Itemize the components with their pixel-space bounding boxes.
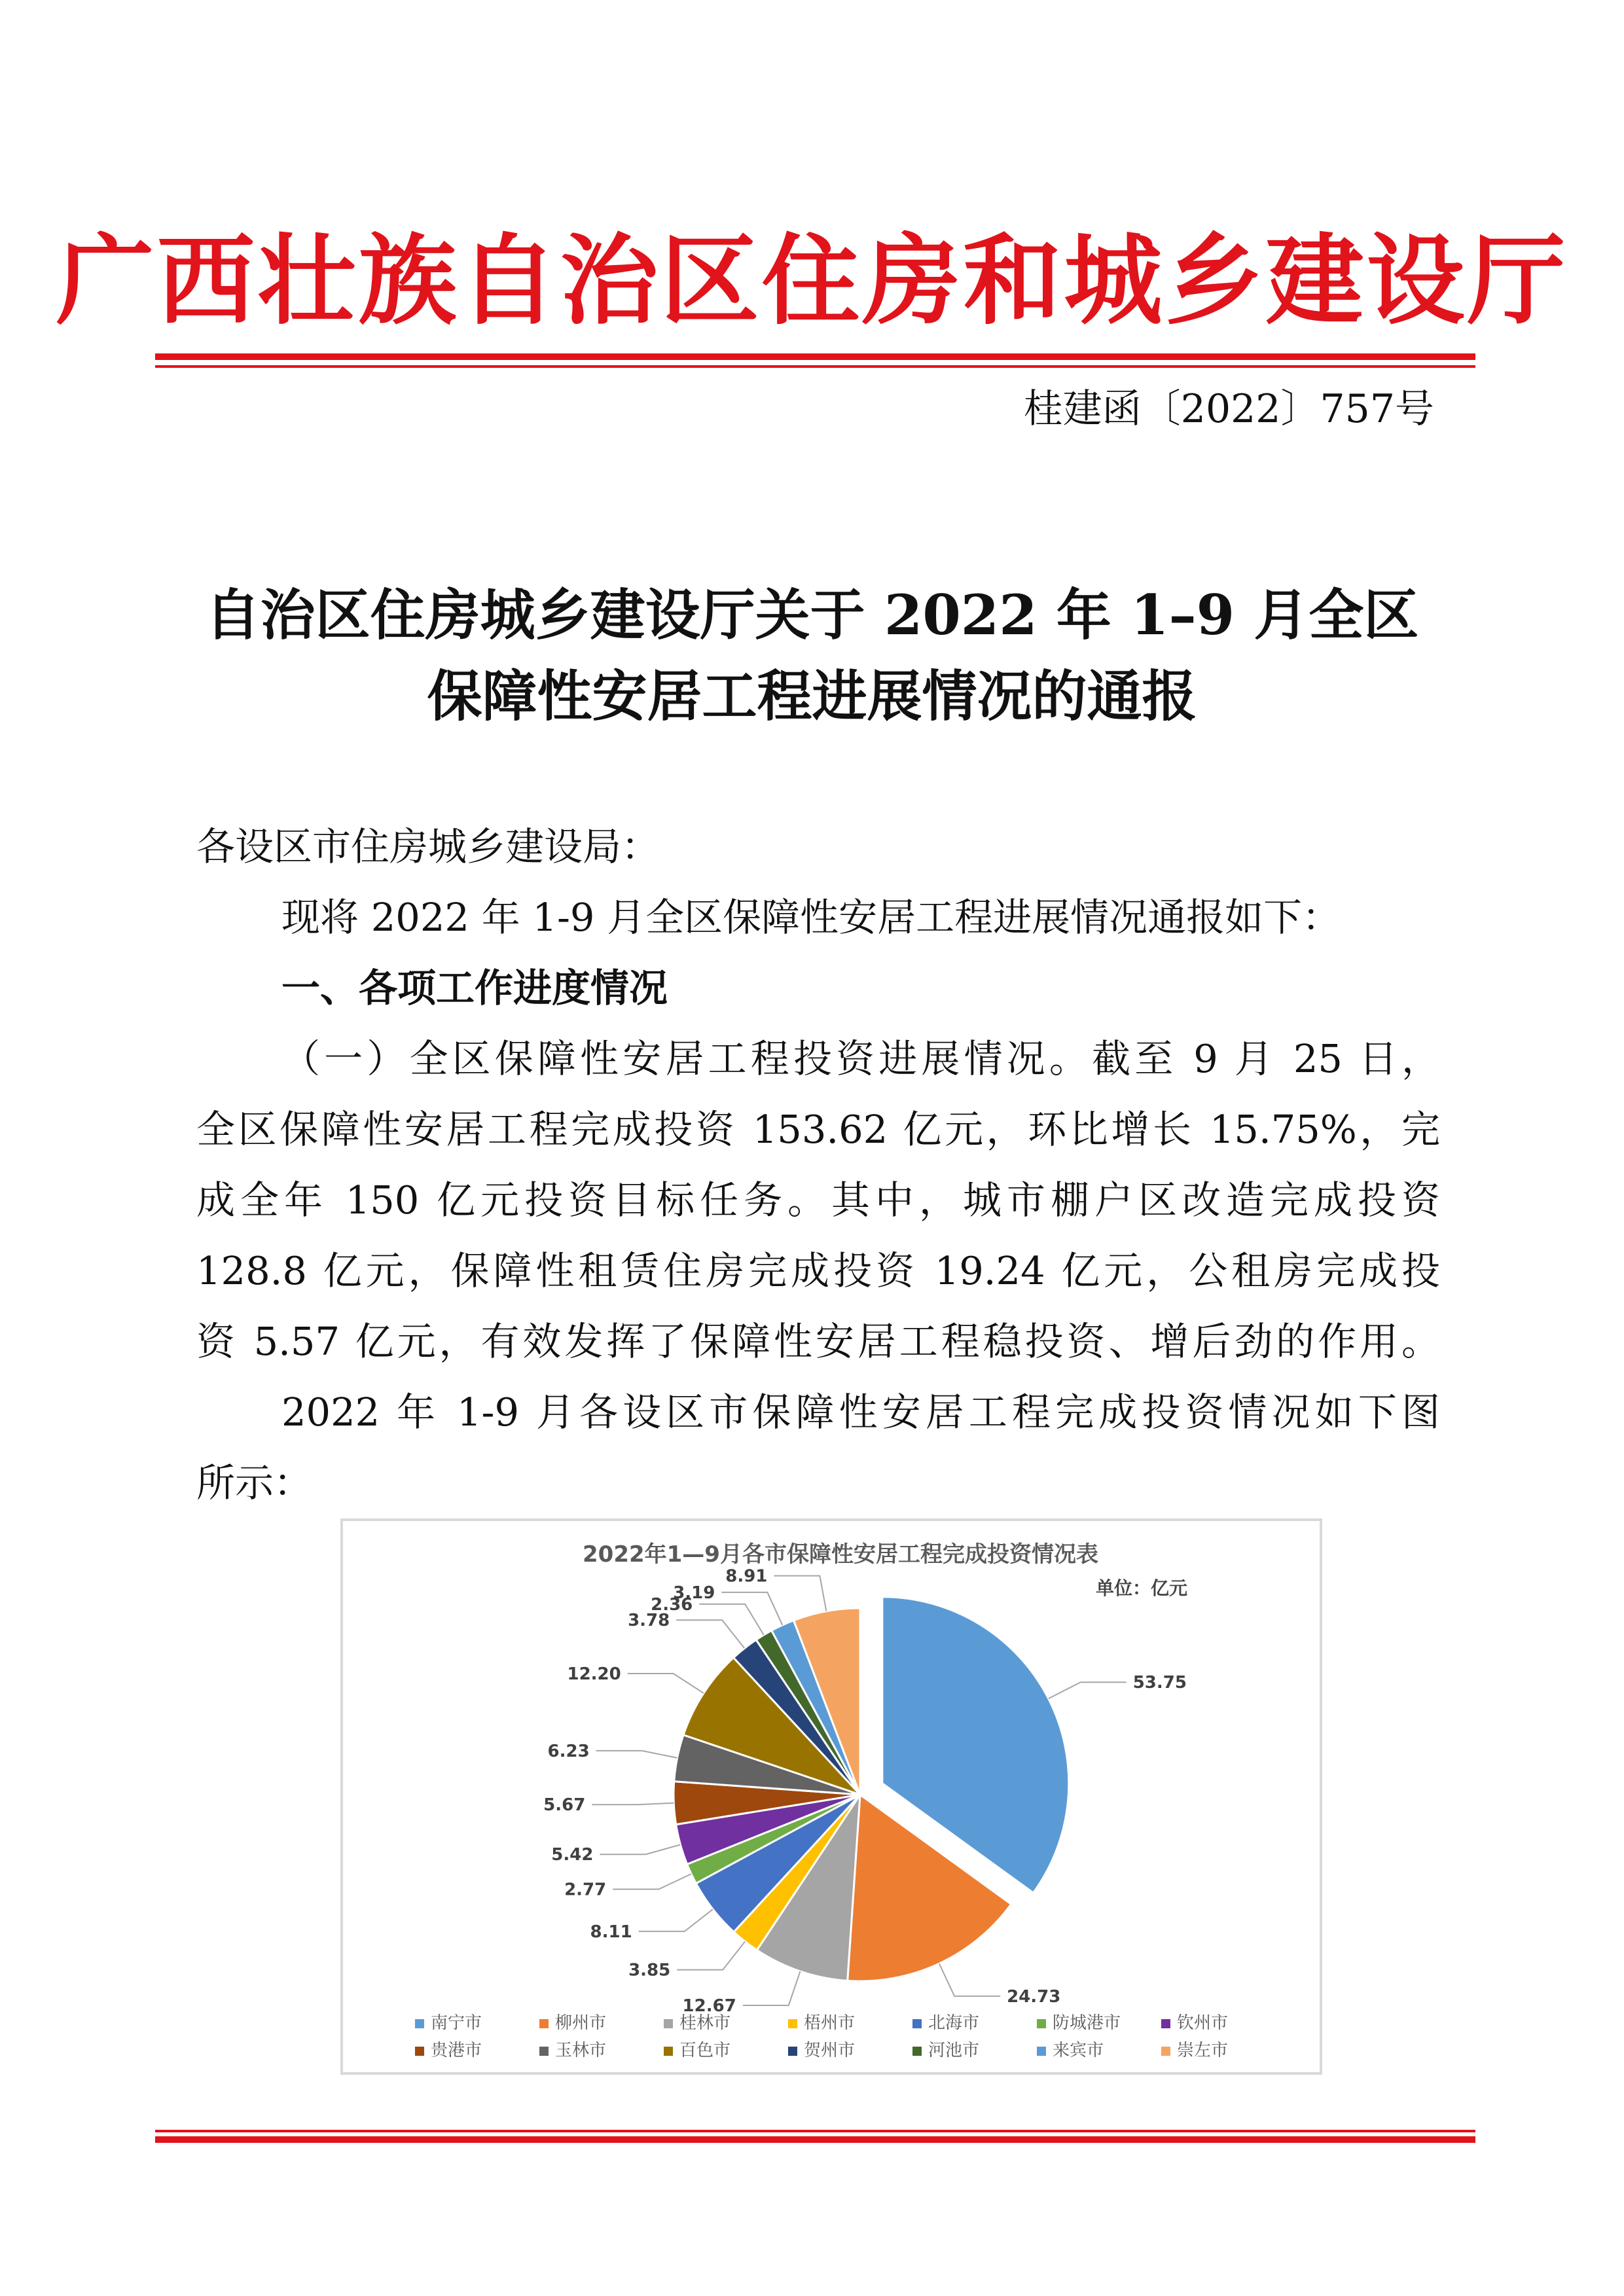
footer-divider-thick <box>155 2136 1475 2143</box>
pie-data-label: 3.85 <box>628 1960 671 1981</box>
pie-data-label: 8.91 <box>725 1566 768 1587</box>
pie-data-label: 8.11 <box>590 1922 632 1942</box>
legend-label: 北海市 <box>928 2013 980 2033</box>
pie-chart-frame <box>340 1518 1322 2075</box>
legend-swatch <box>415 2047 424 2056</box>
legend-label: 钦州市 <box>1177 2013 1229 2033</box>
intro-paragraph: 现将 2022 年 1-9 月全区保障性安居工程进展情况通报如下： <box>281 895 1341 940</box>
legend-swatch <box>912 2047 922 2056</box>
para2-line: 2022 年 1-9 月各设区市保障性安居工程完成投资情况如下图 <box>281 1390 1440 1435</box>
footer-divider-thin <box>155 2130 1475 2132</box>
pie-data-label: 12.20 <box>567 1664 621 1684</box>
legend-label: 防城港市 <box>1053 2013 1121 2033</box>
pie-leader-line <box>613 1874 691 1889</box>
para1-line: （一）全区保障性安居工程投资进展情况。截至 9 月 25 日， <box>281 1036 1440 1081</box>
para1-line: 资 5.57 亿元，有效发挥了保障性安居工程稳投资、增后劲的作用。 <box>196 1319 1440 1364</box>
legend-label: 河池市 <box>928 2041 980 2060</box>
section1-heading: 一、各项工作进度情况 <box>281 965 668 1011</box>
pie-leader-line <box>743 1971 801 2005</box>
legend-swatch <box>664 2019 673 2028</box>
pie-data-label: 2.36 <box>651 1594 693 1615</box>
legend-swatch <box>788 2047 797 2056</box>
salutation: 各设区市住房城乡建设局： <box>196 824 660 869</box>
pie-leader-line <box>939 1964 1000 1996</box>
para1-line: 全区保障性安居工程完成投资 153.62 亿元，环比增长 15.75%，完 <box>196 1107 1440 1152</box>
legend-swatch <box>664 2047 673 2056</box>
pie-data-label: 5.42 <box>551 1845 594 1865</box>
pie-data-label: 5.67 <box>543 1795 586 1816</box>
legend-swatch <box>912 2019 922 2028</box>
pie-data-label: 12.67 <box>682 1996 736 2016</box>
legend-label: 来宾市 <box>1053 2041 1104 2060</box>
para2-line: 所示： <box>196 1460 313 1505</box>
legend-label: 玉林市 <box>555 2041 607 2060</box>
legend-swatch <box>539 2047 549 2056</box>
pie-leader-line <box>628 1674 704 1693</box>
pie-data-label: 3.78 <box>628 1611 670 1631</box>
document-title-line2: 保障性安居工程进展情况的通报 <box>427 664 1197 728</box>
legend-label: 贵港市 <box>431 2041 482 2060</box>
chart-title: 2022年1—9月各市保障性安居工程完成投资情况表 <box>583 1541 1098 1568</box>
chart-unit: 单位：亿元 <box>1095 1577 1188 1599</box>
pie-data-label: 6.23 <box>547 1741 590 1761</box>
pie-leader-line <box>774 1576 826 1611</box>
pie-leader-line <box>639 1909 713 1931</box>
legend-label: 贺州市 <box>804 2041 856 2060</box>
pie-leader-line <box>721 1592 782 1625</box>
legend-label: 崇左市 <box>1177 2041 1229 2060</box>
legend-swatch <box>1161 2047 1170 2056</box>
legend-swatch <box>788 2019 797 2028</box>
header-divider-thin <box>155 365 1475 368</box>
pie-data-label: 24.73 <box>1007 1986 1061 2007</box>
legend-swatch <box>1161 2019 1170 2028</box>
pie-chart <box>343 1521 1320 2072</box>
legend-swatch <box>415 2019 424 2028</box>
header-divider-thick <box>155 353 1475 360</box>
legend-label: 柳州市 <box>555 2013 607 2033</box>
para1-line: 128.8 亿元，保障性租赁住房完成投资 19.24 亿元，公租房完成投 <box>196 1248 1440 1293</box>
legend-label: 梧州市 <box>804 2013 856 2033</box>
pie-leader-line <box>1049 1682 1127 1698</box>
legend-label: 桂林市 <box>679 2013 731 2033</box>
legend-swatch <box>1037 2019 1046 2028</box>
pie-leader-line <box>592 1803 674 1804</box>
pie-data-label: 3.19 <box>673 1583 715 1603</box>
legend-swatch <box>539 2019 549 2028</box>
pie-leader-line <box>600 1844 680 1854</box>
org-title: 广西壮族自治区住房和城乡建设厅 <box>56 224 1568 338</box>
legend-label: 百色市 <box>679 2041 731 2060</box>
legend-swatch <box>1037 2047 1046 2056</box>
pie-leader-line <box>677 1941 745 1969</box>
pie-leader-line <box>596 1751 677 1758</box>
legend-label: 南宁市 <box>431 2013 482 2033</box>
pie-data-label: 53.75 <box>1132 1673 1187 1693</box>
document-title-line1: 自治区住房城乡建设厅关于 2022 年 1–9 月全区 <box>205 583 1419 647</box>
pie-data-label: 2.77 <box>564 1880 607 1900</box>
pie-leader-line <box>676 1620 744 1648</box>
para1-line: 成全年 150 亿元投资目标任务。其中，城市棚户区改造完成投资 <box>196 1177 1440 1223</box>
document-number: 桂建函〔2022〕757号 <box>1023 386 1434 432</box>
